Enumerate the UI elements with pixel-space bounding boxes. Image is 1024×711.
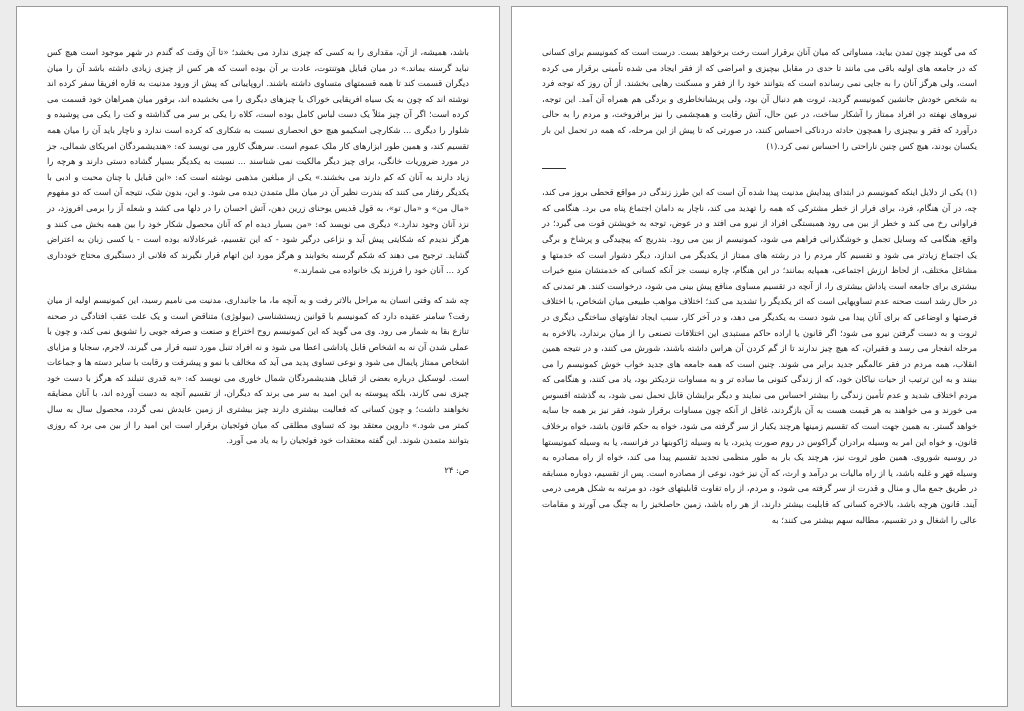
left-page [16,6,500,707]
right-page-content [542,45,977,528]
right-page-paragraph-1: که می گویند چون تمدن بیاید، مساواتی که میان آنان برقرار است رخت برخواهد بست. درست است که کمونیسم برای کسانی که در جامعه های اولیه باقی می مانند تا حدی در مقابل بیچیزی و امراضی که از فقر ایجاد می شده تأمینی برقرار می کرده است، ولی هرگز آنان را به جایی نمی رسانده است که بتوانند خود را از فقر و مسکنت رهایی بخشند. از آن روز که توجه فرد به شخص خودش جانشین کمونیسم گردید، ثروت هم دنبال آن بود، ولی پریشانخاطری و بردگی هم همراه آن آمد. این توجه، نیروهای نهفته در افراد ممتاز را آشکار ساخت، در عین حال، آتش رقابت و همچشمی را نیز برافروخت، و مردم را به حالی درآورد که فقر و بیچیزی را همچون حادثه دردناکی احساس کنند، در صورتی که تا پیش از این مرحله، که همه در تحمل این بار یکسان بودند، هیچ کس چنین ناراحتی را احساس نمی کرد.(۱) [542,47,977,151]
right-page-footnote: (۱) یکی از دلایل اینکه کمونیسم در ابتدای پیدایش مدنیت پیدا شده آن است که این طرز زندگی در مواقع قحطی بروز می کند، چه، در آن هنگام، فرد، برای فرار از خطر مشترکی که همه را تهدید می کند، ناچار به دامان اجتماع پناه می برد. هنگامی که فراوانی رخ می کند و خطر از بین می رود همبستگی افراد از نیرو می افتد و در عوض، توجه به خویشتن قوت می گیرد؛ در واقع، هنگامی که وسایل تجمل و خوشگذرانی فراهم می شود، کمونیسم از بین می رود. بتدریج که پیچیدگی و پرشاخ و برگی یک اجتماع زیادتر می شود و تقسیم کار مردم را در رشته های ممتاز از یکدیگر می اندازد، دیگر دشوار است که خدمتها و مشاغل مختلف، از لحاظ ارزش اجتماعی، همپایه بمانند؛ در این هنگام، چاره نیست جز آنکه کسانی که خدمتشان منبع خیرات بیشتری برای جامعه است پاداش بیشتری را، از آنچه در تقسیم مساوی منافع پیش بینی می شود، درخواست کنند. هر تمدنی که در حال رشد است صحنه عدم تساویهایی است که اثر یکدیگر را تشدید می کند؛ اختلاف مواهب طبیعی میان اشخاص، با اختلاف فرصتها و اوضاعی که برای آنان پیدا می شود دست به یکدیگر می دهد، و در آخر کار، سبب ایجاد تفاوتهای ساختگی دیگری در ثروت و به دست گرفتن نیرو می شود؛ اگر قانون یا اراده حاکم مستبدی این اختلافات تصنعی را از میان برندارد، بالاخره به مرحله انفجار می رسد و فقیران، که هیچ چیز ندارند تا از گم کردن آن هراس داشته باشند، شورش می کنند، و در نتیجه همین انقلاب، همه مردم در فقر عالمگیر جدید برابر می شوند. چنین است که همه جامعه های جدید خواب خوش کمونیسم را می بینند و به این ترتیب از حیات نیاکان خود، که از زندگی کنونی ما ساده تر و به مساوات نزدیکتر بود، یاد می کنند، و هنگامی که مردم اختلاف شدید و عدم تأمین زندگی را بیشتر احساس می نمایند و دیگر برایشان قابل تحمل نمی شود، به گذشته افسوس می خورند و می خواهند به هر قیمت هست به آن بازگردند، غافل از آنکه چون مساوات برقرار شود، فقر نیز بر همه جا سایه خواهد گستر. به همین جهت است که تقسیم زمینها هرچند یکبار از سر گرفته می شود، خواه به حکم قانون باشد، خواه برخلاف قانون، و خواه این امر به وسیله برادران گراکوس در روم صورت پذیرد، یا به وسیله ژاکوبنها در فرانسه، یا به وسیله کمونیستها در روسیه شوروی. همین طور ثروت نیز، هرچند یک بار به طور منظمی تجدید تقسیم پیدا می کند، خواه از راه مصادره به وسیله قهر و غلبه باشد، یا از راه مالیات بر درآمد و ارث، که آن نیز خود، نوعی از مصادره است. پس از تقسیم، دوباره مسابقه در طریق جمع مال و منال و قدرت از سر گرفته می شود، و مردم، از راه تفاوت قابلیتهای خود، دو مرتبه به شکل هرمی درمی آیند. قانون هرچه باشد، بالاخره کسانی که قابلیت بیشتر دارند، از هر راه باشد، زمین حاصلخیز را به چنگ می آورند و مقامات عالی را اشغال و در تقسیم، مطالبه سهم بیشتر می کنند؛ به [542,187,977,525]
left-page-paragraph-2: چه شد که وقتی انسان به مراحل بالاتر رفت و به آنچه ما، ما جانبداری، مدنیت می نامیم رسید، این کمونیسم اولیه از میان رفت؟ سامنر عقیده دارد که کمونیسم با قوانین زیستشناسی (بیولوژی) متناقض است و یک علت عقب افتادگی در صحنه تنازع بقا به شمار می رود. وی می گوید که این کمونیسم روح اختراع و صنعت و صرفه جویی را تشویق نمی کند، و چون با عملی شدن آن نه به اشخاص قابل پاداشی اعطا می شود و نه افراد تنبل مورد تنبیه قرار می گیرند، لاجرم، سجایا و مزایای اشخاص ممتاز پایمال می شود و نوعی تساوی پدید می آید که مخالف با نمو و پیشرفت و رقابت با سایر دسته ها و جماعات است. لوسکیل درباره بعضی از قبایل هندیشمردگان شمال خاوری می نویسد که: «به قدری تنبلند که هرگز با دست خود چیزی نمی کارند، بلکه پیوسته به این امید به سر می برند که دیگران، از تقسیم آنچه به دست آورده اند، با آنان مضایقه نخواهند داشت؛ و چون کسانی که فعالیت بیشتری دارند چیز بیشتری از زمین عایدش نمی گردد، محصول سال به سال کمتر می شود.» داروین معتقد بود که تساوی مطلقی که میان فوئجیان برقرار است این امید را از بین می برد که روزی بتوانند متمدن شوند. این گفته معتقدات خود فوئجیان را به یاد می آورد. [47,294,469,446]
left-page-content [47,45,469,478]
right-page [511,6,1008,707]
left-page-paragraph-1: باشد، همیشه، از آن، مقداری را به کسی که چیزی ندارد می بخشد؛ «تا آن وقت که گندم در شهر موجود است هیچ کس نباید گرسنه بماند.» در میان قبایل هوتنتوت، عادت بر آن بوده است که هر کس از چیزی زیادی داشته باشد آن را میان دیگران قسمت کند تا همه قسمتهای متساوی داشته باشند. اروپاییانی که پیش از ورود مدنیت به قاره افریقا سفر کرده اند نوشته اند که چون به یک سیاه افریقایی خوراک یا چیزهای دیگری را می بخشیده اند، برفور میان همراهان خود قسمت می کرده است؛ اگر آن چیز مثلاً یک دست لباس کامل بوده است، کلاه را یکی بر سر می گذاشته و کت را یکی می پوشیده و شلوار را دیگری ... شکارچی اسکیمو هیچ حق انحصاری نسبت به شکاری که کرده است ندارد و ناچار باید آن را میان همه تقسیم کند، و همین طور ابزارهای کار ملک عموم است. سرهنگ کارور می نویسد که: «هندیشمردگان امریکای شمالی، جز در مورد ضروریات خانگی، برای چیز دیگر مالکیت نمی شناسند ... نسبت به یکدیگر بسیار گشاده دستی دارند و هرچه را زیاد دارند به آنان که کم دارند می بخشند.» یکی از مبلغین مذهبی نوشته است که: «این قبایل با چنان محبت و ادبی با یکدیگر رفتار می کنند که بندرت نظیر آن در میان ملل متمدن دیده می شود. و این، بدون شک، نتیجه آن است که دو مفهوم «مال من» و «مال تو»، به قول قدیس یوحنای زرین دهن، آتش احسان را در دلها می کشد و شعله آز را برمی افروزد، در نزد آنان وجود ندارد.» دیگری می نویسد که: «من بسیار دیده ام که آنان محصول شکار خود را بین همه بخش می کنند و هرگز ندیدم که شکایتی پیش آید و نزاعی درگیر شود - که این تقسیم، غیرعادلانه بوده است - یا کسی زبان به اعتراض گشاید. ترجیح می دهند که شکم گرسنه بخوابند و هرگز مورد این اتهام قرار نگیرند که فلانی از دستگیری محتاج خودداری کرد ... آنان خود را فرزند یک خانواده می شمارند.» [47,47,469,276]
page-number: ص: ۲۴ [444,464,469,475]
footnote-separator [542,168,566,169]
